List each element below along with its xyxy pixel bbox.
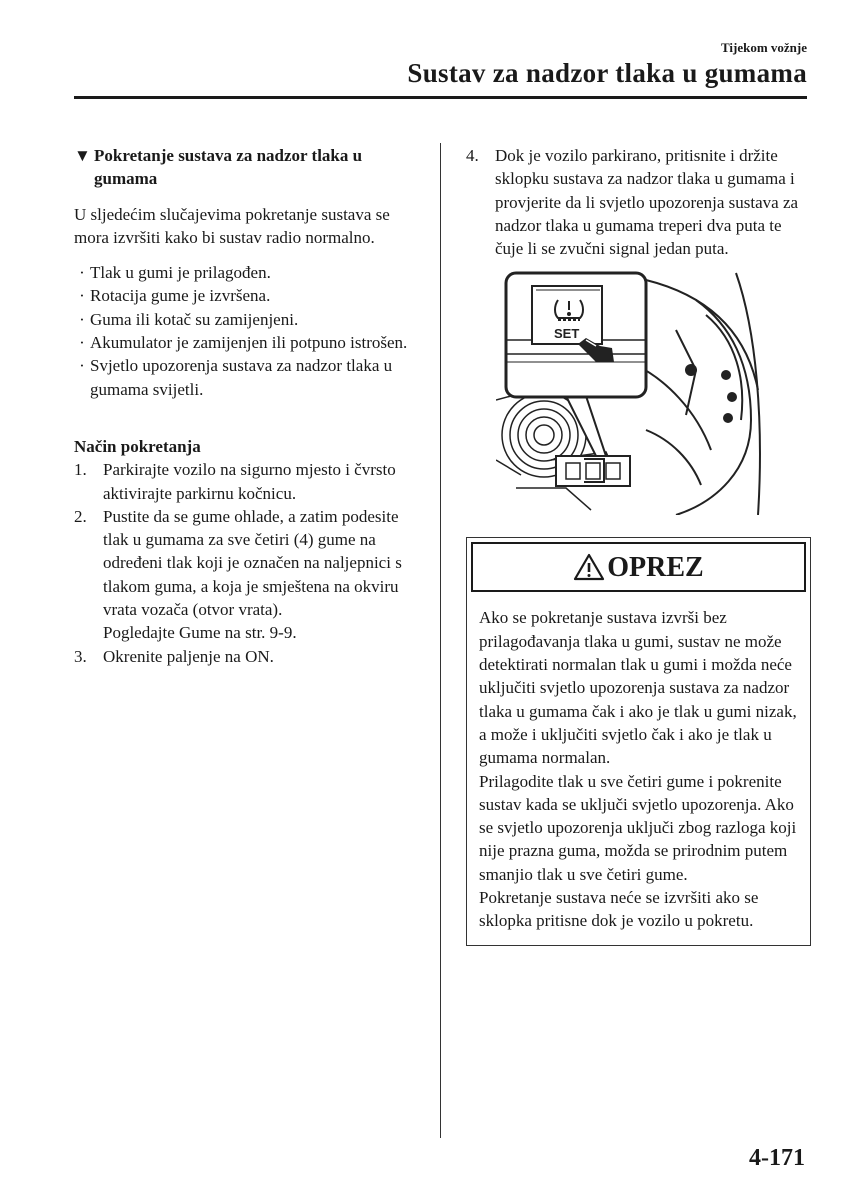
procedure-heading: Način pokretanja xyxy=(74,436,201,456)
step-reference-note: Pogledajte Gume na str. 9-9. xyxy=(103,623,297,643)
intro-paragraph: U sljedećim slučajevima pokretanje sustava se mora izvršiti kako bi sustav radio normalno. xyxy=(74,204,390,247)
list-item xyxy=(74,284,424,307)
caution-box xyxy=(466,537,811,945)
list-item-text: Guma ili kotač su zamijenjeni. xyxy=(90,309,299,329)
section-label: Tijekom vožnje xyxy=(720,40,807,55)
bullet-icon: · xyxy=(79,356,85,376)
step-text: Parkirajte vozilo na sigurno mjesto i čvrsto aktivirajte parkirnu kočnicu. xyxy=(103,460,396,503)
caution-paragraph: Prilagodite tlak u sve četiri gume i pokrenite sustav kada se uključi svjetlo upozorenja. Ako se svjetlo upozorenja uključi zbog razloga koji nije prazna guma, možda se prirodnim putem smanjio tlak u sve četiri gume. xyxy=(479,771,797,884)
caution-title: OPREZ xyxy=(607,551,704,583)
set-button-label: SET xyxy=(554,326,580,342)
subsection-heading xyxy=(74,144,424,191)
caution-header xyxy=(471,542,806,592)
list-item-text: Svjetlo upozorenja sustava za nadzor tlaka u gumama svijetli. xyxy=(90,356,393,399)
dashboard-switch-panel xyxy=(556,456,630,486)
step-number: 4. xyxy=(466,146,479,165)
subsection-heading-text: Pokretanje sustava za nadzor tlaka u gumama xyxy=(94,146,363,189)
step-number: 2. xyxy=(74,506,87,526)
column-divider xyxy=(440,143,441,1138)
caution-body xyxy=(467,596,810,944)
list-item xyxy=(74,354,424,401)
tpms-switch-illustration xyxy=(496,270,768,515)
step-text: Pustite da se gume ohlade, a zatim podesite tlak u gumama za sve četiri (4) gume na određeni tlak koji je označen na naljepnici s tlakom guma, a koja je smještena na okviru vrata vozača (otvor vrata). xyxy=(103,506,402,620)
switch-closeup-callout xyxy=(506,273,646,397)
list-item-text: Tlak u gumi je prilagođen. xyxy=(90,263,271,283)
caution-paragraph: Pokretanje sustava neće se izvršiti ako se sklopka pritisne dok je vozilo u pokretu. xyxy=(479,888,759,931)
bullet-icon: · xyxy=(79,286,85,306)
left-column xyxy=(74,144,424,668)
title-rule xyxy=(74,96,807,99)
list-item-text: Akumulator je zamijenjen ili potpuno istrošen. xyxy=(90,333,408,353)
step-number: 1. xyxy=(74,460,87,480)
procedure-steps xyxy=(74,458,424,668)
triangle-marker-icon: ▼ xyxy=(74,146,91,165)
step-item xyxy=(74,645,424,668)
procedure-steps-continued xyxy=(466,144,811,260)
caution-paragraph: Ako se pokretanje sustava izvrši bez prilagođavanja tlaka u gumi, sustav ne može detektirati normalan tlak u gumi i možda neće uključiti svjetlo upozorenja sustava za nadzor tlaka u gumama čak i ako je tlak u gumi nizak, a može i uključiti svjetlo čak i ako je tlak u gumama normalan. xyxy=(479,608,797,768)
page-number: 4-171 xyxy=(749,1145,805,1171)
step-text: Okrenite paljenje na ON. xyxy=(103,646,274,666)
bullet-icon: · xyxy=(79,333,85,353)
step-item xyxy=(74,505,424,645)
list-item-text: Rotacija gume je izvršena. xyxy=(90,286,271,306)
step-item xyxy=(74,458,424,505)
step-text: Dok je vozilo parkirano, pritisnite i držite sklopku sustava za nadzor tlaka u gumama i provjerite da li svjetlo upozorenja sustava za nadzor tlaka u gumama treperi dva puta te čuje li se zvučni signal jedan puta. xyxy=(495,146,799,259)
step-number: 3. xyxy=(74,646,87,666)
list-item xyxy=(74,331,424,354)
bullet-icon: · xyxy=(79,263,85,283)
step-item xyxy=(466,144,811,260)
list-item xyxy=(74,261,424,284)
condition-list xyxy=(74,261,424,401)
warning-triangle-icon xyxy=(573,553,605,581)
list-item xyxy=(74,308,424,331)
right-column xyxy=(466,144,811,946)
bullet-icon: · xyxy=(79,309,85,329)
page-title: Sustav za nadzor tlaka u gumama xyxy=(407,58,807,88)
